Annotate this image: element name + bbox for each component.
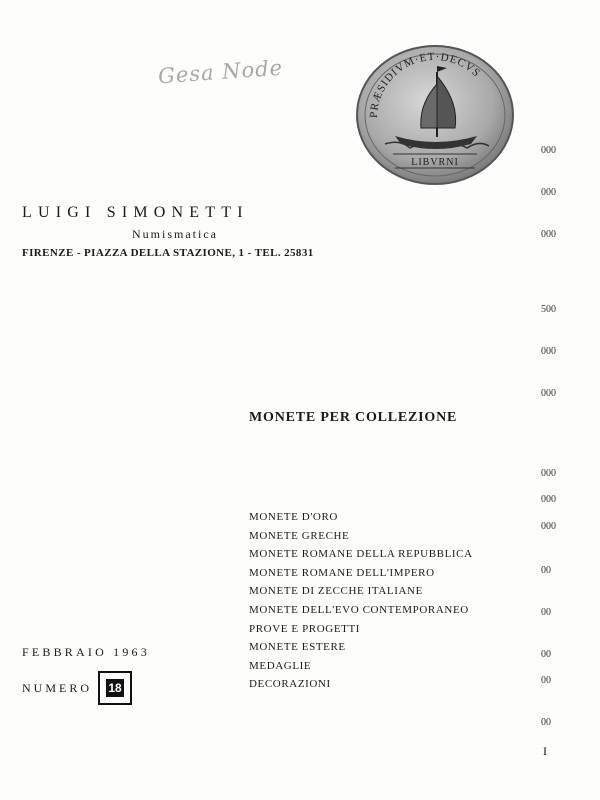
issue-label: NUMERO [22,680,93,695]
margin-number: 00 [541,649,551,660]
contents-item: PROVE E PROGETTI [249,622,361,635]
contents-item: MONETE ROMANE DELLA REPUBBLICA [249,548,473,561]
margin-number: 00 [541,565,551,576]
handwritten-note: Gesa Node [157,55,284,89]
contents-list [249,508,473,694]
contents-item: MONETE DELL'EVO CONTEMPORANEO [249,603,469,616]
coin-outer-legend: PRÆSIDIVM·ET·DECVS [367,50,483,119]
issue-number-block [22,671,132,705]
margin-number: 500 [541,304,556,315]
coin-illustration [355,44,515,186]
margin-number: 00 [541,607,551,618]
issue-number: 18 [108,681,122,695]
issue-number-box [98,671,132,705]
page-number: I [543,744,547,758]
margin-number: 000 [541,145,556,156]
contents-item: MONETE ROMANE DELL'IMPERO [249,566,435,579]
coin-inner-legend: LIBVRNI [411,157,459,168]
margin-number: 000 [541,187,556,198]
margin-number: 000 [541,388,556,399]
dealer-name: LUIGI SIMONETTI [22,204,249,221]
contents-item: DECORAZIONI [249,678,331,691]
dealer-header [22,204,322,259]
dealer-subtitle: Numismatica [132,227,218,241]
contents-item: MONETE GRECHE [249,529,350,542]
contents-item: MEDAGLIE [249,659,312,672]
margin-number: 00 [541,717,551,728]
margin-number: 000 [541,468,556,479]
margin-number: 000 [541,346,556,357]
catalog-title: MONETE PER COLLEZIONE [249,410,458,425]
contents-item: MONETE ESTERE [249,641,346,654]
contents-item: MONETE D'ORO [249,511,338,523]
margin-number: 000 [541,521,556,532]
issue-date: FEBBRAIO 1963 [22,645,150,659]
margin-number: 000 [541,229,556,240]
margin-number: 00 [541,675,551,686]
margin-number: 000 [541,494,556,505]
dealer-address: FIRENZE - PIAZZA DELLA STAZIONE, 1 - TEL. 25831 [22,247,314,259]
contents-item: MONETE DI ZECCHE ITALIANE [249,585,423,598]
